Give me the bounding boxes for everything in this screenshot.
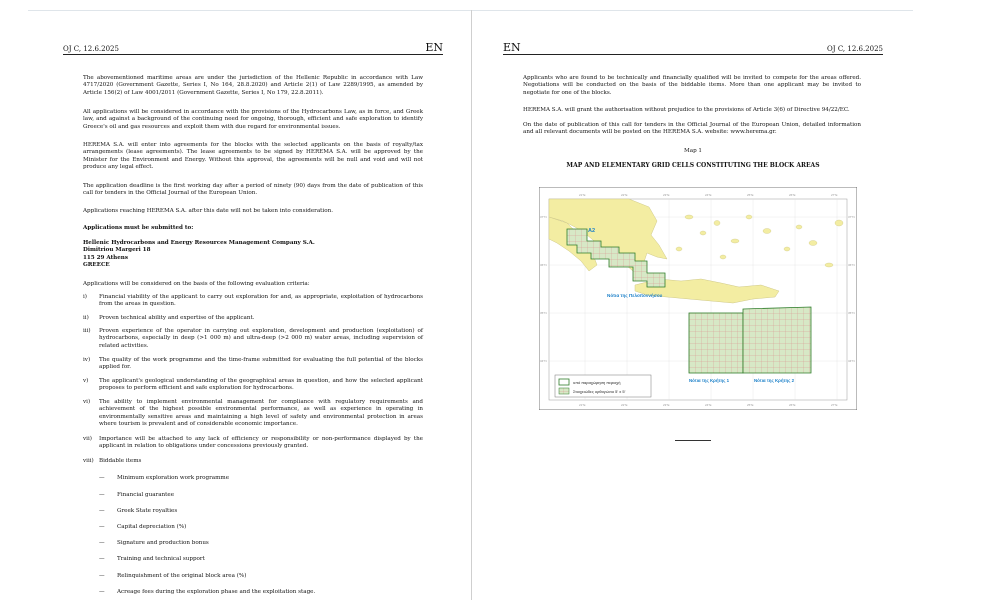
tick-label-left: 35°N: [540, 311, 547, 315]
criterion-item: [83, 378, 423, 393]
tick-label-bottom: 27°E: [831, 403, 838, 407]
paragraph-late: Applications reaching HEREMA S.A. after this date will not be taken into consideration.: [83, 208, 333, 214]
biddable-text: Relinquishment of the original block area (%): [117, 573, 247, 579]
tick-label-right: 36°N: [848, 263, 855, 267]
journal-date: OJ C, 12.6.2025: [63, 45, 119, 53]
legend-swatch-grid-cell: [559, 388, 569, 394]
language-code: EN: [425, 41, 443, 54]
tick-label-right: 37°N: [848, 215, 855, 219]
criterion-number: i): [83, 294, 87, 300]
tick-label-bottom: 21°E: [579, 403, 586, 407]
criterion-text: Biddable items: [99, 458, 142, 464]
criterion-number: v): [83, 378, 89, 384]
tick-label-top: 27°E: [831, 193, 838, 197]
paragraph-jurisdiction: The abovementioned maritime areas are under the jurisdiction of the Hellenic Republic in accordance with Law 4717/2020 (Government Gazette, Series I, No 164, 28.8.2020) and Article 2(1) of Law 2289/1995, as amended by Article 156(2) of Law 4001/2011 (Government Gazette, Series I, No 179, 22.8.2011).: [83, 75, 423, 96]
left-page: OJ C, 12.6.2025 EN The abovementioned maritime areas are under the jurisdiction of the Hellenic Republic in accordance with Law 4717/2020 (Government Gazette, Series I, No 164, 28.8.2020) and Article 2(1) of Law 2289/1995, as amended by Article 156(2) of Law 4001/2011 (Government Gazette, Series I, No 179, 22.8.2011). All applications will be considered in accordance with the provisions of the Hydrocarbons Law, as in force, and Greek law, and against a background of the continuing need for ongoing, thorough, efficient and safe exploration to identify Greece's oil and gas resources and exploit them with due regard for environmental issues. HEREMA S.A. will enter into agreements for the blocks with the selected applicants on the basis of royalty/tax arrangements (lease agreements). The lease agreements to be signed by HEREMA S.A. will be approved by the Minister for the Environment and Energy. Without this approval, the agreements will be null and void and will not produce any legal effect. The application deadline is the first working day after a period of ninety (90) days from the date of publication of this call for tenders in the Official Journal of the European Union. Applications reaching HEREMA S.A. after this date will not be taken into consideration. Applications must be submitted to: Hellenic Hydrocarbons and Energy Resources Management Company S.A. Dimitriou Margeri 18 115 29 Athens GREECE Applications will be considered on the basis of the following evaluation criteria: i) Financial viability of the applicant to carry out exploration for and, as appropriate, exploitation of hydrocarbons from the areas in question. ii) Proven technical ability and expertise of the applicant. iii) Proven experience of the operator in carrying out exploration, development and production (exploitation) of hydrocarbons, especially in deep (>1 000 m) and ultra-deep (>2 000 m) water areas, including supervision of related activities. iv) The quality of the work programme and the time-frame submitted for evaluating the full potential of the blocks applied for. v) The applicant's geological understanding of the geographical areas in question, and how the selected applicant proposes to perform efficient and safe exploration for hydrocarbons. vi) The ability to implement environmental management for compliance with regulatory requirements and achievement of the highest possible environmental performance, as well as experience in operating in environmentally sensitive areas and maintaining a high level of safety and environmental protection in areas where tourism is prevalent and of considerable economic importance. vii) Importance will be attached to any lack of efficiency or responsibility or non-performance displayed by the applicant in relation to obligations under concessions previously granted. viii) Biddable items — Minimum exploration work programme — Financial guarantee — Greek State royalties — Capital depreciation (%) — Signature and production bonus — Training and technical support — Relinquishment of the original block area (%) — Acreage fees during the exploration phase and the exploitation stage.: [63, 41, 443, 595]
criteria-intro: Applications will be considered on the basis of the following evaluation criteria:: [83, 281, 310, 287]
submit-heading: Applications must be submitted to:: [83, 225, 194, 231]
criterion-item: [83, 328, 423, 350]
end-of-document-rule: [675, 440, 711, 441]
biddable-text: Signature and production bonus: [117, 540, 209, 546]
paragraph-authorisation: HEREMA S.A. will grant the authorisation without prejudice to the provisions of Article 3(6) of Directive 94/22/EC.: [523, 107, 850, 113]
biddable-text: Training and technical support: [117, 556, 205, 562]
block-label-crete-1: Νότια της Κρήτης 1: [689, 378, 730, 383]
legend-label-concession: υπό παραχώρηση περιοχή: [573, 380, 621, 385]
right-page-header: [503, 40, 883, 55]
address-block: [83, 240, 423, 270]
tick-label-bottom: 25°E: [747, 403, 754, 407]
criterion-number: viii): [83, 458, 94, 464]
criterion-number: vi): [83, 399, 91, 405]
paragraph-consideration: All applications will be considered in accordance with the provisions of the Hydrocarbons Law, as in force, and Greek law, and against a background of the continuing need for ongoing, thorough, efficient and safe exploration to identify Greece's oil and gas resources and exploit them with due regard for environmental issues.: [83, 109, 423, 130]
criterion-text: The ability to implement environmental management for compliance with regulatory requirements and achievement of the highest possible environmental performance, as well as experience in operating in environmentally sensitive areas and maintaining a high level of safety and environmental protection in areas where tourism is prevalent and of considerable economic importance.: [99, 399, 423, 428]
map-heading: MAP AND ELEMENTARY GRID CELLS CONSTITUTING THE BLOCK AREAS: [566, 162, 820, 169]
criterion-number: vii): [83, 436, 92, 442]
tick-label-top: 24°E: [705, 193, 712, 197]
journal-date: OJ C, 12.6.2025: [827, 45, 883, 53]
tick-label-bottom: 26°E: [789, 403, 796, 407]
tick-label-bottom: 24°E: [705, 403, 712, 407]
biddable-text: Capital depreciation (%): [117, 524, 187, 530]
criterion-item: [83, 294, 423, 309]
criterion-text: The applicant's geological understanding of the geographical areas in question, and how the selected applicant proposes to perform efficient and safe exploration for hydrocarbons.: [99, 378, 423, 392]
biddable-text: Greek State royalties: [117, 508, 178, 514]
criterion-item: [83, 436, 423, 451]
tick-label-bottom: 23°E: [663, 403, 670, 407]
paragraph-agreements: HEREMA S.A. will enter into agreements for the blocks with the selected applicants on the basis of royalty/tax arrangements (lease agreements). The lease agreements to be signed by HEREMA S.A. will be approved by the Minister for the Environment and Energy. Without this approval, the agreements will be null and void and will not produce any legal effect.: [83, 142, 423, 171]
address-line: GREECE: [83, 262, 110, 269]
paragraph-publication: On the date of publication of this call for tenders in the Official Journal of the European Union, detailed information and all relevant documents will be posted on the HEREMA S.A. website: www.herema.gr.: [523, 122, 861, 136]
block-area-crete-2: [743, 307, 811, 373]
criterion-text: Financial viability of the applicant to carry out exploration for and, as appropriate, exploitation of hydrocarbons from the areas in question.: [99, 294, 423, 308]
address-line: Hellenic Hydrocarbons and Energy Resources Management Company S.A.: [83, 240, 315, 246]
tick-label-top: 23°E: [663, 193, 670, 197]
biddable-text: Financial guarantee: [117, 492, 175, 498]
tick-label-right: 35°N: [848, 311, 855, 315]
block-areas-map: [539, 187, 857, 410]
criterion-number: ii): [83, 315, 89, 321]
criterion-item: [83, 357, 423, 372]
tick-label-left: 34°N: [540, 359, 547, 363]
criterion-item: [83, 315, 423, 322]
tick-label-right: 34°N: [848, 359, 855, 363]
tick-label-top: 22°E: [621, 193, 628, 197]
legend-swatch-concession: [559, 379, 569, 385]
tick-label-top: 26°E: [789, 193, 796, 197]
right-page: [503, 40, 883, 407]
address-line: 115 29 Athens: [83, 254, 129, 261]
block-label-peloponnese: Νότια της Πελοποννήσου: [607, 293, 663, 298]
biddable-text: Acreage fees during the exploration phase and the exploitation stage.: [117, 589, 316, 595]
criterion-text: Proven technical ability and expertise of the applicant.: [99, 315, 255, 321]
tick-label-top: 21°E: [579, 193, 586, 197]
tick-label-left: 36°N: [540, 263, 547, 267]
criterion-text: Importance will be attached to any lack of efficiency or responsibility or non-performance displayed by the applicant in relation to obligations under concessions previously granted.: [99, 436, 423, 450]
language-code: EN: [503, 41, 521, 54]
address-line: Dimitriou Margeri 18: [83, 247, 151, 254]
block-label-crete-2: Νότια της Κρήτης 2: [754, 378, 795, 383]
criterion-item: [83, 399, 423, 429]
tick-label-left: 37°N: [540, 215, 547, 219]
criterion-text: The quality of the work programme and the time-frame submitted for evaluating the full potential of the blocks applied for.: [99, 357, 423, 371]
criterion-number: iii): [83, 328, 91, 334]
page-divider: [471, 10, 472, 600]
biddable-text: Minimum exploration work programme: [117, 475, 230, 481]
legend-label-grid-cell: Στοιχειώδες ορθογώνιο 5' x 5': [573, 389, 626, 394]
paragraph-qualified: Applicants who are found to be technically and financially qualified will be invited to compete for the areas offered. Negotiations will be conducted on the basis of the biddable items. More than one applicant may be invited to negotiate for one of the blocks.: [523, 75, 861, 96]
tick-label-top: 25°E: [747, 193, 754, 197]
tick-label-bottom: 22°E: [621, 403, 628, 407]
block-label-a2: A2: [588, 228, 596, 234]
criterion-number: iv): [83, 357, 91, 363]
criterion-text: Proven experience of the operator in carrying out exploration, development and production (exploitation) of hydrocarbons, especially in deep (>1 000 m) and ultra-deep (>2 000 m) water areas, including supervision of related activities.: [99, 328, 423, 349]
criterion-item: [83, 458, 423, 465]
paragraph-deadline: The application deadline is the first working day after a period of ninety (90) days from the date of publication of this call for tenders in the Official Journal of the European Union.: [83, 183, 423, 197]
map-label: Map 1: [684, 148, 702, 154]
block-area-crete-1: [689, 313, 743, 373]
